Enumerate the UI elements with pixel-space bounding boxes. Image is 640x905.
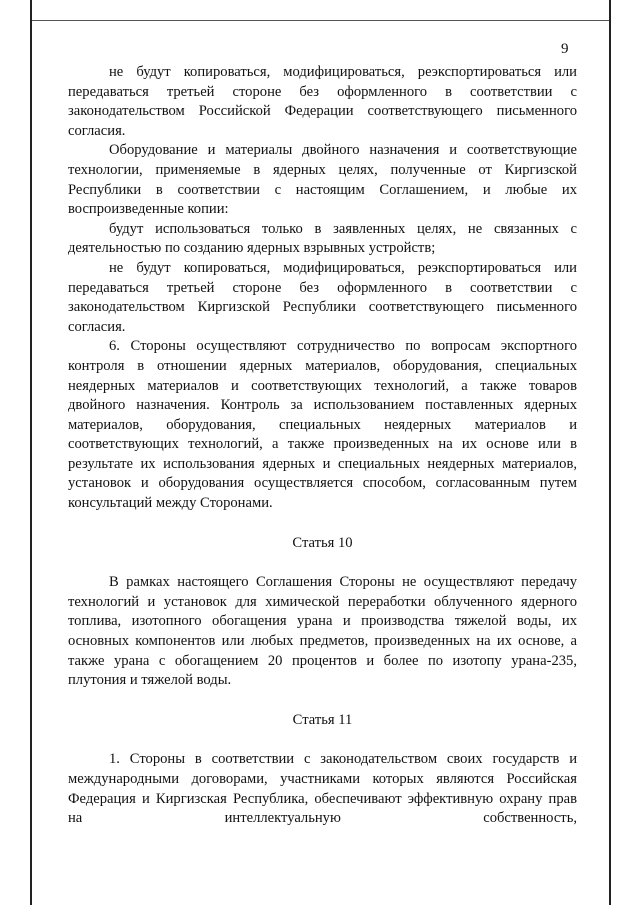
paragraph-nonreexport-russia: не будут копироваться, модифицироваться, реэкспортироваться или передаваться третьей стороне без оформленного в соответствии с законодательством Российской Федерации соответствующего письменного согласия. xyxy=(68,64,577,139)
paragraph-declared-purposes: будут использоваться только в заявленных целях, не связанных с деятельностью по созданию ядерных взрывных устройств; xyxy=(68,220,577,257)
paragraph-article-11-item-1: 1. Стороны в соответствии с законодательством своих государств и международными договорами, участниками которых являются Российская Федерация и Киргизская Республика, обеспечивают эффективную охрану прав на интеллектуальную собственность, xyxy=(68,751,577,827)
article-10-heading: Статья 10 xyxy=(292,534,353,551)
document-body xyxy=(68,63,577,829)
page-border-left xyxy=(30,0,32,905)
paragraph-export-control: 6. Стороны осуществляют сотрудничество по вопросам экспортного контроля в отношении ядерных материалов, оборудования, специальных неядерных материалов и соответствующих технологий, а также товаров двойного назначения. Контроль за использованием поставленных ядерных материалов, оборудования, специальных неядерных материалов и соответствующих технологий, а также произведенных на их основе или в результате их использования ядерных и специальных неядерных материалов, установок и оборудования осуществляется способом, согласованным путем консультаций между Сторонами. xyxy=(68,338,577,512)
article-11-heading: Статья 11 xyxy=(292,711,353,728)
page-number: 9 xyxy=(561,41,569,57)
page-border-top xyxy=(30,20,611,21)
page-border-right xyxy=(609,0,611,905)
paragraph-dual-use-equipment: Оборудование и материалы двойного назначения и соответствующие технологии, применяемые в ядерных целях, полученные от Киргизской Республики в соответствии с настоящим Соглашением, и любые их воспроизведенные копии: xyxy=(68,142,577,218)
paragraph-article-10: В рамках настоящего Соглашения Стороны не осуществляют передачу технологий и установок для химической переработки облученного ядерного топлива, изотопного обогащения урана и производства тяжелой воды, их основных компонентов или любых предметов, произведенных на их основе, а также урана с обогащением 20 процентов и более по изотопу урана-235, плутония и тяжелой воды. xyxy=(68,574,577,689)
paragraph-nonreexport-kyrgyz: не будут копироваться, модифицироваться, реэкспортироваться или передаваться третьей стороне без оформленного в соответствии с законодательством Киргизской Республики соответствующего письменного согласия. xyxy=(68,259,577,335)
